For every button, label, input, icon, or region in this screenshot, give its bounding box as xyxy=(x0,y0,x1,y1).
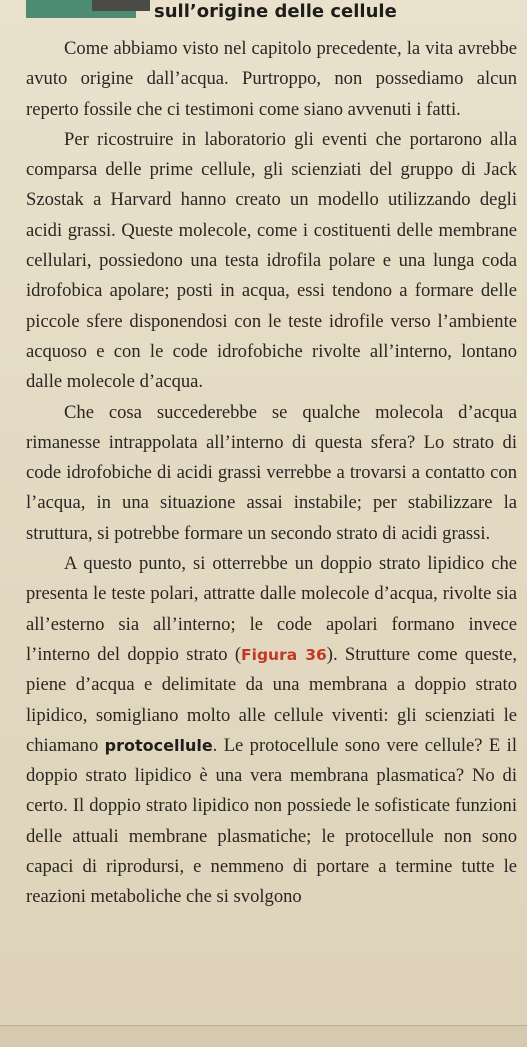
figure-reference-link[interactable]: Figura 36 xyxy=(241,645,327,664)
paragraph-3: Che cosa succederebbe se qualche molecola d’acqua rimanesse intrappolata all’interno di questa sfera? Lo strato di code idrofobiche di acidi grassi verrebbe a trovarsi a contatto con l’acqua, in una situazione assai instabile; per stabilizzare la struttura, si potrebbe formare un secondo strato di acidi grassi. xyxy=(26,401,517,544)
page-bottom-edge xyxy=(0,1026,527,1047)
key-term-protocellule: protocellule xyxy=(104,735,213,755)
paragraph-4-text-a: A questo punto, si otterrebbe un doppio strato lipidico che presenta le teste polari, attratte dalle molecole d’acqua, rivolte sia all’esterno sia all’interno; le code apolari formano invece l’interno del doppio strato ( xyxy=(26,553,517,665)
paragraph-2: Per ricostruire in laboratorio gli eventi che portarono alla comparsa delle prime cellule, gli scienziati del gruppo di Jack Szostak a Harvard hanno creato un modello utilizzando degli acidi grassi. Queste molecole, come i costituenti delle membrane cellulari, possiedono una testa idrofila polare e una lunga coda idrofobica apolare; posti in acqua, essi tendono a formare delle piccole sfere disponendosi con le teste idrofile verso l’ambiente acquoso e con le code idrofobiche rivolte all’interno, lontano dalle molecole d’acqua. xyxy=(26,128,517,393)
paragraph-4-text-b: ). Strutture come queste, piene d’acqua e delimitate da una membrana a doppio strato lipidico, somigliano molto alle cellule viventi: gli scienziati le chiamano xyxy=(26,643,517,756)
paragraph-4-text-c: . Le protocellule sono vere cellule? E il doppio strato lipidico è una vera membrana plasmatica? No di certo. Il doppio strato lipidico non possiede le sofisticate funzioni delle attuali membrane plasmatiche; le protocellule non sono capaci di riprodursi, e nemmeno di portare a termine tutte le reazioni metaboliche che si svolgono xyxy=(26,734,517,908)
section-title: sull’origine delle cellule xyxy=(154,1,397,22)
header-dark-tab xyxy=(92,0,150,11)
paragraph-1: Come abbiamo visto nel capitolo precedente, la vita avrebbe avuto origine dall’acqua. Purtroppo, non possediamo alcun reperto fossile che ci testimoni come siano avvenuti i fatti. xyxy=(26,38,517,120)
section-header xyxy=(26,0,517,34)
paragraph-4 xyxy=(26,549,517,913)
